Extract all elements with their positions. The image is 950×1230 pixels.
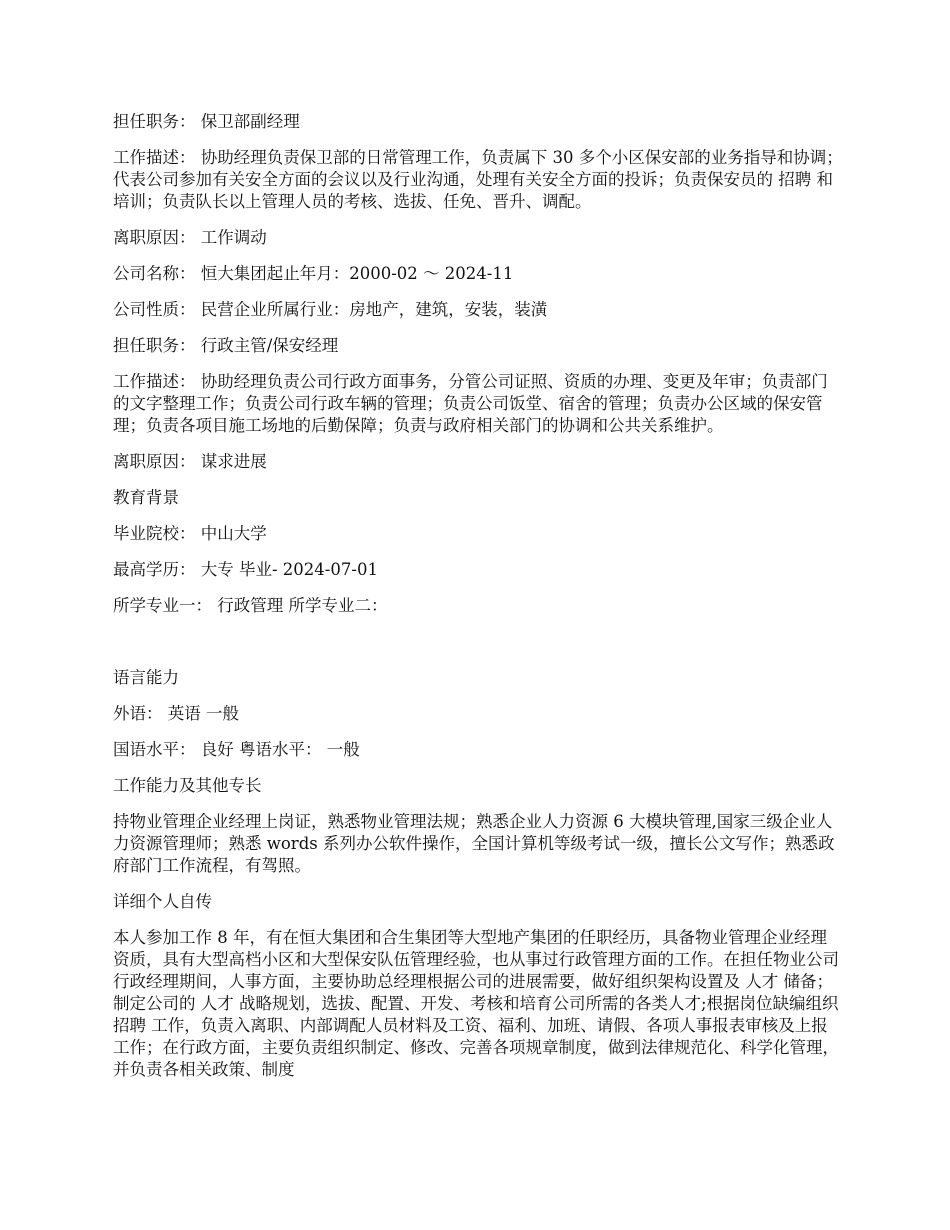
- leave-reason-1: 离职原因： 工作调动: [113, 228, 267, 247]
- company-nature-2: 公司性质： 民营企业所属行业：房地产，建筑，安装，装潢: [113, 300, 548, 319]
- language-heading: 语言能力: [113, 668, 179, 687]
- skills-heading: 工作能力及其他专长: [113, 776, 262, 795]
- section-spacer: [113, 631, 843, 667]
- position-1: 担任职务： 保卫部副经理: [113, 112, 300, 131]
- biography-text: 本人参加工作 8 年，有在恒大集团和合生集团等大型地产集团的任职经历，具备物业管理企业经理资质，具有大型高档小区和大型保安队伍管理经验，也从事过行政管理方面的工作。在担任物业公司行政经理期间，人事方面，主要协助总经理根据公司的进展需要，做好组织架构设置及 人才 储备；制定公司的 人才 战略规划，选拔、配置、开发、考核和培育公司所需的各类人才;根据岗位缺编组织 招聘 工作，负责入离职、内部调配人员材料及工资、福利、加班、请假、各项人事报表审核及上报工作；在行政方面，主要负责组织制定、修改、完善各项规章制度，做到法律规范化、科学化管理，并负责各相关政策、制度: [113, 928, 844, 1079]
- education-major: 所学专业一： 行政管理 所学专业二：: [113, 596, 388, 615]
- language-mandarin: 国语水平： 良好 粤语水平： 一般: [113, 740, 360, 759]
- biography-heading: 详细个人自传: [113, 892, 212, 911]
- position-2: 担任职务： 行政主管/保安经理: [113, 336, 339, 355]
- resume-page: [113, 111, 843, 1095]
- education-heading: 教育背景: [113, 488, 179, 507]
- skills-text: 持物业管理企业经理上岗证，熟悉物业管理法规；熟悉企业人力资源 6 大模块管理,国家三级企业人力资源管理师；熟悉 words 系列办公软件操作，全国计算机等级考试一级，擅长公文写作；熟悉政府部门工作流程，有驾照。: [113, 812, 835, 875]
- language-foreign: 外语： 英语 一般: [113, 704, 239, 723]
- job-description-1: 工作描述： 协助经理负责保卫部的日常管理工作，负责属下 30 多个小区保安部的业务指导和协调；代表公司参加有关安全方面的会议以及行业沟通，处理有关安全方面的投诉；负责保安员的 招聘 和培训；负责队长以上管理人员的考核、选拔、任免、晋升、调配。: [113, 148, 843, 211]
- education-degree: 最高学历： 大专 毕业- 2024-07-01: [113, 560, 378, 579]
- leave-reason-2: 离职原因： 谋求进展: [113, 452, 267, 471]
- job-description-2: 工作描述： 协助经理负责公司行政方面事务，分管公司证照、资质的办理、变更及年审；负责部门的文字整理工作；负责公司行政车辆的管理；负责公司饭堂、宿舍的管理；负责办公区域的保安管理；负责各项目施工场地的后勤保障；负责与政府相关部门的协调和公共关系维护。: [113, 372, 828, 435]
- company-2: 公司名称： 恒大集团起止年月：2000-02 ～ 2024-11: [113, 264, 514, 283]
- education-school: 毕业院校： 中山大学: [113, 524, 267, 543]
